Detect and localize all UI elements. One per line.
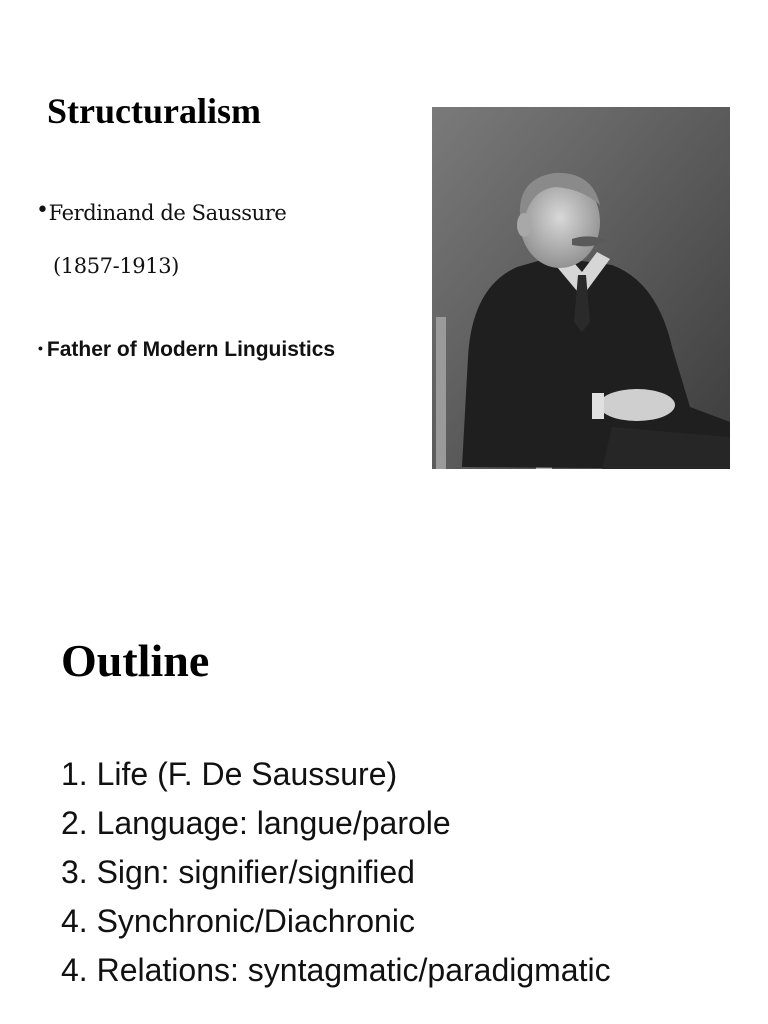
portrait-photo <box>432 107 730 469</box>
bullet-father-text: Father of Modern Linguistics <box>46 338 336 361</box>
bullet-dates: (1857-1913) <box>53 254 179 278</box>
bullet-marker: • <box>36 198 49 223</box>
portrait-photo-icon <box>432 107 730 469</box>
outline-item: 1. Life (F. De Saussure) <box>61 756 398 792</box>
outline-item: 4. Relations: syntagmatic/paradigmatic <box>61 952 611 988</box>
bullet-marker: • <box>38 340 43 356</box>
outline-item: 4. Synchronic/Diachronic <box>61 903 415 939</box>
outline-item: 3. Sign: signifier/signified <box>61 854 415 890</box>
outline-item: 2. Language: langue/parole <box>61 805 451 841</box>
bullet-name <box>36 198 286 225</box>
bullet-name-text: Ferdinand de Saussure <box>48 201 287 225</box>
bullet-father <box>38 338 335 362</box>
outline-title: Outline <box>61 635 210 686</box>
outline-list <box>61 752 611 997</box>
slide-title: Structuralism <box>47 91 261 131</box>
